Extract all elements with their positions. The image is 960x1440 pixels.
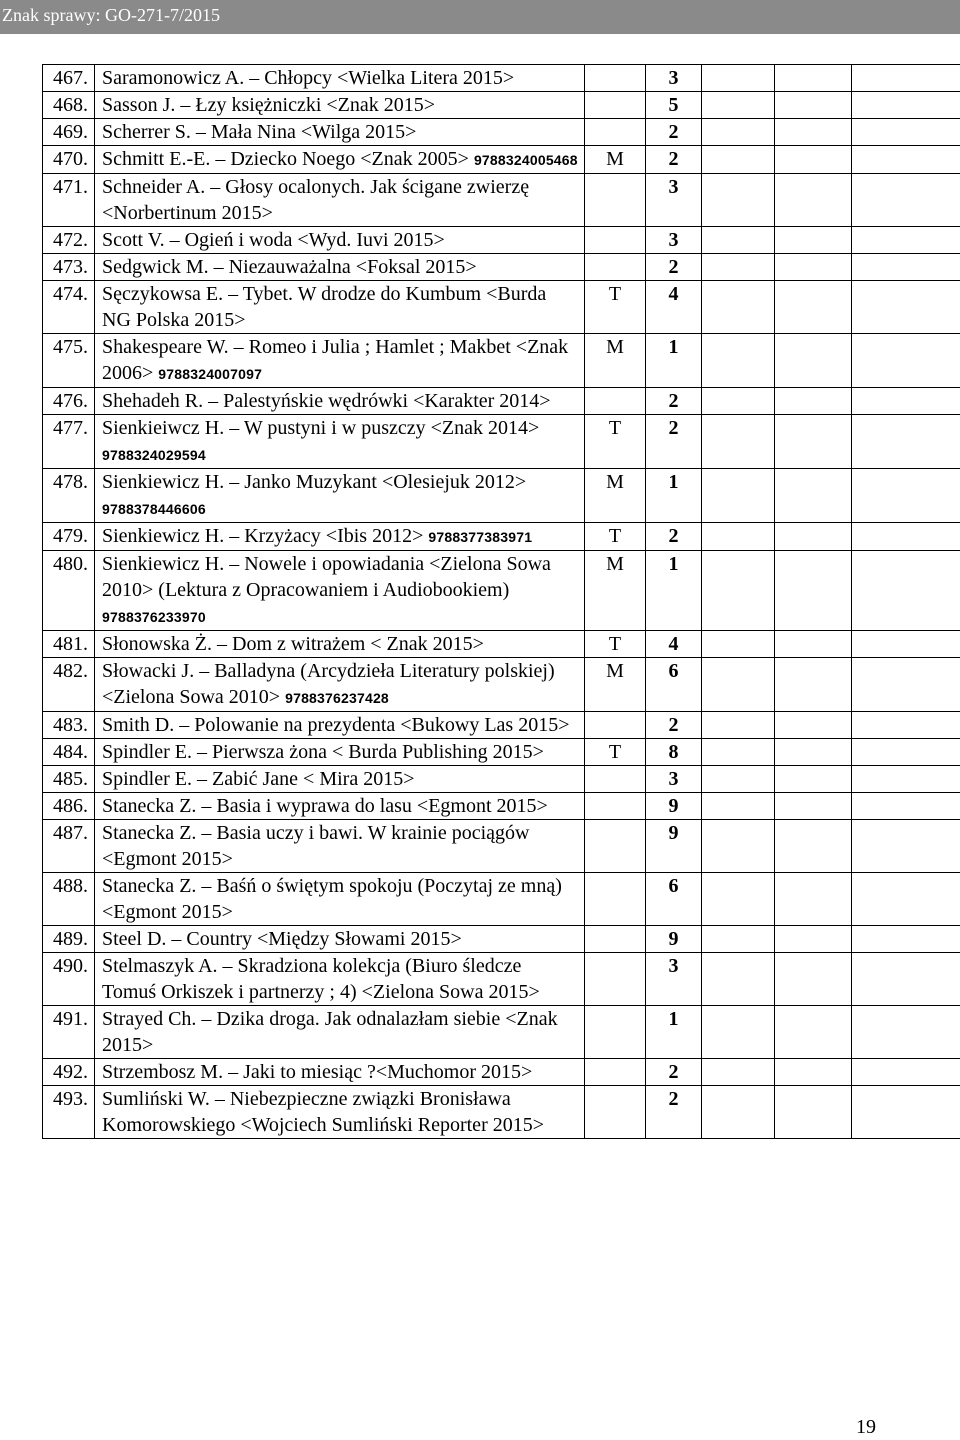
empty-cell	[702, 119, 775, 146]
empty-cell	[852, 523, 960, 551]
format-mark	[585, 793, 646, 820]
format-mark	[585, 254, 646, 281]
book-list-table	[42, 64, 960, 1139]
isbn: 9788377383971	[428, 529, 533, 545]
empty-cell	[702, 174, 775, 227]
format-mark: M	[585, 146, 646, 174]
table-row	[43, 146, 960, 174]
empty-cell	[702, 146, 775, 174]
book-description: Saramonowicz A. – Chłopcy <Wielka Litera 2015>	[102, 67, 515, 89]
empty-cell	[852, 1006, 960, 1059]
book-title	[95, 523, 585, 551]
empty-cell	[775, 254, 852, 281]
isbn: 9788324005468	[473, 152, 578, 168]
table-row	[43, 766, 960, 793]
empty-cell	[852, 334, 960, 388]
row-number: 472.	[43, 227, 95, 254]
quantity: 3	[646, 953, 702, 1006]
row-number: 479.	[43, 523, 95, 551]
book-list-body	[43, 65, 960, 1139]
table-row	[43, 953, 960, 1006]
format-mark	[585, 1086, 646, 1139]
row-number: 473.	[43, 254, 95, 281]
format-mark	[585, 174, 646, 227]
empty-cell	[775, 820, 852, 873]
table-row	[43, 820, 960, 873]
empty-cell	[775, 766, 852, 793]
format-mark	[585, 926, 646, 953]
quantity: 1	[646, 1006, 702, 1059]
empty-cell	[775, 65, 852, 92]
book-title	[95, 820, 585, 873]
quantity: 2	[646, 415, 702, 469]
book-description: Steel D. – Country <Między Słowami 2015>	[102, 928, 462, 950]
format-mark: T	[585, 281, 646, 334]
table-row	[43, 1059, 960, 1086]
book-description: Sumliński W. – Niebezpieczne związki Bronisława Komorowskiego <Wojciech Sumliński Reporter 2015>	[102, 1088, 545, 1136]
empty-cell	[702, 551, 775, 631]
table-row	[43, 334, 960, 388]
row-number: 491.	[43, 1006, 95, 1059]
empty-cell	[852, 146, 960, 174]
empty-cell	[852, 1059, 960, 1086]
empty-cell	[702, 658, 775, 712]
quantity: 2	[646, 712, 702, 739]
empty-cell	[775, 551, 852, 631]
empty-cell	[852, 551, 960, 631]
book-title	[95, 415, 585, 469]
table-row	[43, 926, 960, 953]
book-description: Sienkiewicz H. – Nowele i opowiadania <Zielona Sowa 2010> (Lektura z Opracowaniem i Audiobookiem)	[102, 553, 551, 601]
book-title	[95, 65, 585, 92]
format-mark: T	[585, 739, 646, 766]
empty-cell	[702, 820, 775, 873]
row-number: 490.	[43, 953, 95, 1006]
book-title	[95, 227, 585, 254]
book-title	[95, 388, 585, 415]
empty-cell	[702, 631, 775, 658]
row-number: 480.	[43, 551, 95, 631]
row-number: 475.	[43, 334, 95, 388]
row-number: 492.	[43, 1059, 95, 1086]
quantity: 6	[646, 658, 702, 712]
book-title	[95, 334, 585, 388]
empty-cell	[775, 227, 852, 254]
quantity: 2	[646, 254, 702, 281]
quantity: 1	[646, 551, 702, 631]
row-number: 493.	[43, 1086, 95, 1139]
quantity: 2	[646, 523, 702, 551]
table-row	[43, 281, 960, 334]
book-title	[95, 174, 585, 227]
row-number: 484.	[43, 739, 95, 766]
book-description: Shehadeh R. – Palestyńskie wędrówki <Karakter 2014>	[102, 390, 551, 412]
book-description: Spindler E. – Zabić Jane < Mira 2015>	[102, 768, 415, 790]
empty-cell	[775, 926, 852, 953]
table-row	[43, 1006, 960, 1059]
row-number: 489.	[43, 926, 95, 953]
book-title	[95, 551, 585, 631]
empty-cell	[852, 1086, 960, 1139]
book-title	[95, 119, 585, 146]
book-title	[95, 766, 585, 793]
empty-cell	[775, 953, 852, 1006]
empty-cell	[775, 174, 852, 227]
empty-cell	[775, 873, 852, 926]
book-title	[95, 1086, 585, 1139]
book-description: Sedgwick M. – Niezauważalna <Foksal 2015>	[102, 256, 477, 278]
format-mark	[585, 873, 646, 926]
book-description: Smith D. – Polowanie na prezydenta <Bukowy Las 2015>	[102, 714, 570, 736]
book-title	[95, 631, 585, 658]
table-row	[43, 119, 960, 146]
book-description: Schmitt E.-E. – Dziecko Noego <Znak 2005>	[102, 148, 469, 170]
empty-cell	[702, 766, 775, 793]
isbn: 9788378446606	[102, 501, 206, 517]
empty-cell	[702, 92, 775, 119]
empty-cell	[775, 469, 852, 523]
quantity: 3	[646, 174, 702, 227]
book-description: Sienkieiwcz H. – W pustyni i w puszczy <Znak 2014>	[102, 417, 540, 439]
empty-cell	[775, 92, 852, 119]
empty-cell	[702, 469, 775, 523]
quantity: 4	[646, 281, 702, 334]
isbn: 9788376237428	[285, 690, 389, 706]
empty-cell	[852, 227, 960, 254]
empty-cell	[852, 658, 960, 712]
quantity: 5	[646, 92, 702, 119]
empty-cell	[702, 227, 775, 254]
format-mark	[585, 227, 646, 254]
format-mark: T	[585, 415, 646, 469]
book-title	[95, 469, 585, 523]
quantity: 8	[646, 739, 702, 766]
empty-cell	[852, 739, 960, 766]
book-description: Scott V. – Ogień i woda <Wyd. Iuvi 2015>	[102, 229, 445, 251]
table-row	[43, 631, 960, 658]
format-mark	[585, 92, 646, 119]
book-description: Scherrer S. – Mała Nina <Wilga 2015>	[102, 121, 417, 143]
table-row	[43, 388, 960, 415]
row-number: 488.	[43, 873, 95, 926]
book-title	[95, 953, 585, 1006]
empty-cell	[852, 820, 960, 873]
empty-cell	[702, 1086, 775, 1139]
empty-cell	[852, 388, 960, 415]
format-mark	[585, 388, 646, 415]
quantity: 6	[646, 873, 702, 926]
book-title	[95, 254, 585, 281]
table-row	[43, 1086, 960, 1139]
table-row	[43, 873, 960, 926]
quantity: 1	[646, 469, 702, 523]
empty-cell	[852, 254, 960, 281]
quantity: 9	[646, 926, 702, 953]
row-number: 471.	[43, 174, 95, 227]
row-number: 470.	[43, 146, 95, 174]
row-number: 467.	[43, 65, 95, 92]
row-number: 468.	[43, 92, 95, 119]
empty-cell	[702, 873, 775, 926]
isbn: 9788376233970	[102, 609, 206, 625]
format-mark	[585, 712, 646, 739]
empty-cell	[852, 469, 960, 523]
empty-cell	[852, 926, 960, 953]
format-mark: M	[585, 551, 646, 631]
case-number: Znak sprawy: GO-271-7/2015	[2, 5, 220, 25]
empty-cell	[775, 1086, 852, 1139]
empty-cell	[852, 953, 960, 1006]
empty-cell	[775, 523, 852, 551]
empty-cell	[852, 281, 960, 334]
empty-cell	[775, 388, 852, 415]
table-row	[43, 739, 960, 766]
book-title	[95, 658, 585, 712]
format-mark	[585, 766, 646, 793]
book-description: Stelmaszyk A. – Skradziona kolekcja (Biuro śledcze Tomuś Orkiszek i partnerzy ; 4) <Zielona Sowa 2015>	[102, 955, 540, 1003]
table-row	[43, 415, 960, 469]
empty-cell	[702, 281, 775, 334]
empty-cell	[702, 415, 775, 469]
empty-cell	[775, 1059, 852, 1086]
book-description: Stanecka Z. – Baśń o świętym spokoju (Poczytaj ze mną) <Egmont 2015>	[102, 875, 562, 923]
empty-cell	[702, 334, 775, 388]
quantity: 9	[646, 793, 702, 820]
book-description: Shakespeare W. – Romeo i Julia ; Hamlet ; Makbet <Znak 2006>	[102, 336, 569, 384]
page-number: 19	[856, 1416, 876, 1438]
book-description: Strzembosz M. – Jaki to miesiąc ?<Muchomor 2015>	[102, 1061, 533, 1083]
format-mark	[585, 1006, 646, 1059]
row-number: 483.	[43, 712, 95, 739]
format-mark	[585, 119, 646, 146]
quantity: 2	[646, 146, 702, 174]
quantity: 4	[646, 631, 702, 658]
empty-cell	[852, 793, 960, 820]
row-number: 481.	[43, 631, 95, 658]
book-description: Sienkiewicz H. – Krzyżacy <Ibis 2012>	[102, 525, 424, 547]
table-row	[43, 551, 960, 631]
empty-cell	[775, 281, 852, 334]
empty-cell	[852, 119, 960, 146]
format-mark: M	[585, 658, 646, 712]
row-number: 486.	[43, 793, 95, 820]
empty-cell	[702, 712, 775, 739]
book-description: Sasson J. – Łzy księżniczki <Znak 2015>	[102, 94, 436, 116]
book-description: Spindler E. – Pierwsza żona < Burda Publishing 2015>	[102, 741, 544, 763]
table-row	[43, 174, 960, 227]
book-description: Stanecka Z. – Basia i wyprawa do lasu <Egmont 2015>	[102, 795, 548, 817]
empty-cell	[702, 65, 775, 92]
document-header	[0, 0, 960, 34]
table-row	[43, 793, 960, 820]
empty-cell	[852, 766, 960, 793]
book-title	[95, 1059, 585, 1086]
empty-cell	[775, 146, 852, 174]
quantity: 3	[646, 227, 702, 254]
quantity: 2	[646, 1086, 702, 1139]
book-title	[95, 873, 585, 926]
empty-cell	[702, 739, 775, 766]
empty-cell	[775, 119, 852, 146]
book-description: Słonowska Ż. – Dom z witrażem < Znak 2015>	[102, 633, 484, 655]
book-title	[95, 1006, 585, 1059]
empty-cell	[852, 174, 960, 227]
empty-cell	[702, 1059, 775, 1086]
row-number: 476.	[43, 388, 95, 415]
book-description: Sęczykowsa E. – Tybet. W drodze do Kumbum <Burda NG Polska 2015>	[102, 283, 547, 331]
book-title	[95, 926, 585, 953]
empty-cell	[775, 334, 852, 388]
book-description: Słowacki J. – Balladyna (Arcydzieła Literatury polskiej) <Zielona Sowa 2010>	[102, 660, 555, 708]
empty-cell	[852, 712, 960, 739]
format-mark: M	[585, 334, 646, 388]
book-description: Stanecka Z. – Basia uczy i bawi. W krainie pociągów <Egmont 2015>	[102, 822, 530, 870]
book-title	[95, 92, 585, 119]
empty-cell	[775, 793, 852, 820]
row-number: 474.	[43, 281, 95, 334]
empty-cell	[775, 658, 852, 712]
empty-cell	[775, 1006, 852, 1059]
book-description: Schneider A. – Głosy ocalonych. Jak ścigane zwierzę <Norbertinum 2015>	[102, 176, 530, 224]
table-row	[43, 65, 960, 92]
format-mark: T	[585, 523, 646, 551]
table-row	[43, 469, 960, 523]
format-mark: T	[585, 631, 646, 658]
book-title	[95, 146, 585, 174]
isbn: 9788324007097	[158, 366, 263, 382]
empty-cell	[702, 926, 775, 953]
quantity: 2	[646, 1059, 702, 1086]
empty-cell	[702, 523, 775, 551]
format-mark	[585, 953, 646, 1006]
format-mark	[585, 1059, 646, 1086]
empty-cell	[852, 415, 960, 469]
table-row	[43, 523, 960, 551]
book-description: Sienkiewicz H. – Janko Muzykant <Olesiejuk 2012>	[102, 471, 527, 493]
format-mark	[585, 820, 646, 873]
empty-cell	[702, 1006, 775, 1059]
table-row	[43, 658, 960, 712]
empty-cell	[775, 631, 852, 658]
empty-cell	[852, 92, 960, 119]
empty-cell	[702, 388, 775, 415]
row-number: 478.	[43, 469, 95, 523]
row-number: 487.	[43, 820, 95, 873]
empty-cell	[852, 631, 960, 658]
quantity: 2	[646, 388, 702, 415]
empty-cell	[775, 712, 852, 739]
book-title	[95, 281, 585, 334]
quantity: 3	[646, 766, 702, 793]
format-mark: M	[585, 469, 646, 523]
table-row	[43, 712, 960, 739]
empty-cell	[775, 415, 852, 469]
format-mark	[585, 65, 646, 92]
row-number: 469.	[43, 119, 95, 146]
table-row	[43, 254, 960, 281]
quantity: 9	[646, 820, 702, 873]
empty-cell	[702, 953, 775, 1006]
quantity: 2	[646, 119, 702, 146]
row-number: 485.	[43, 766, 95, 793]
row-number: 482.	[43, 658, 95, 712]
isbn: 9788324029594	[102, 447, 206, 463]
empty-cell	[702, 254, 775, 281]
book-title	[95, 712, 585, 739]
quantity: 1	[646, 334, 702, 388]
quantity: 3	[646, 65, 702, 92]
book-title	[95, 793, 585, 820]
book-title	[95, 739, 585, 766]
empty-cell	[775, 739, 852, 766]
empty-cell	[702, 793, 775, 820]
book-description: Strayed Ch. – Dzika droga. Jak odnalazłam siebie <Znak 2015>	[102, 1008, 558, 1056]
empty-cell	[852, 65, 960, 92]
row-number: 477.	[43, 415, 95, 469]
empty-cell	[852, 873, 960, 926]
table-row	[43, 227, 960, 254]
table-row	[43, 92, 960, 119]
